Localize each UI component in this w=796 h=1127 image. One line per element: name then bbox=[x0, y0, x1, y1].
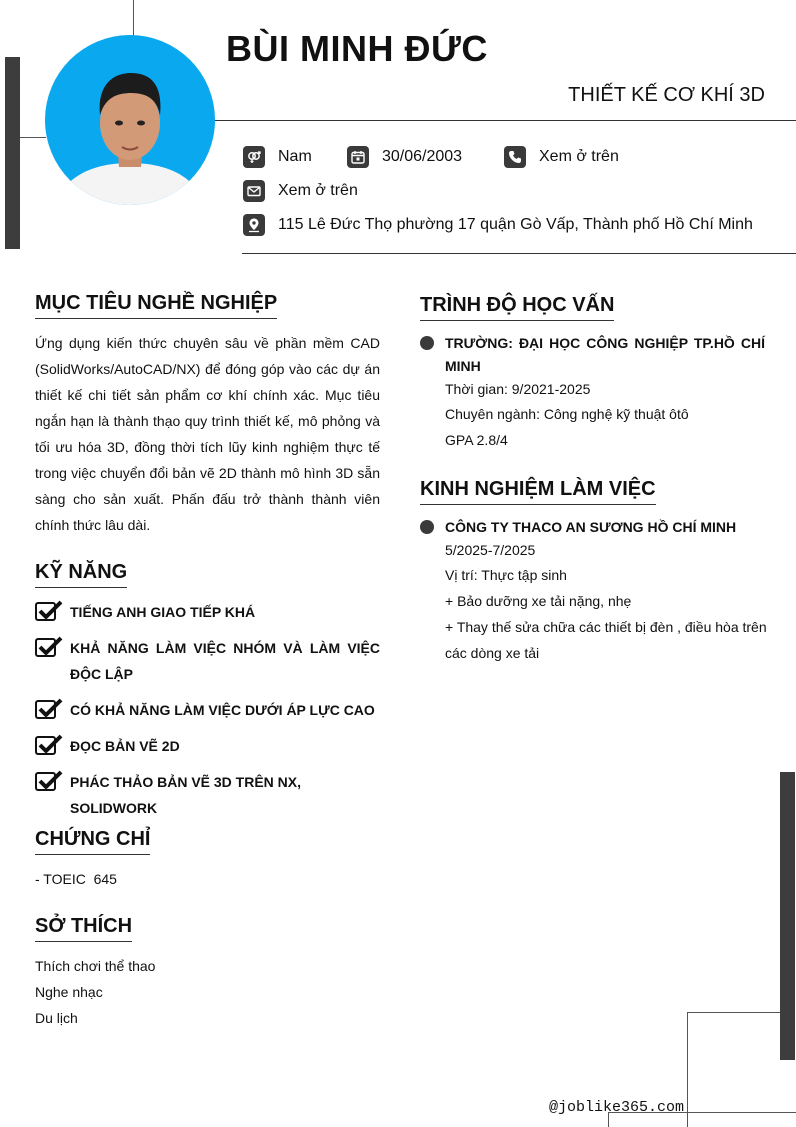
experience-title: KINH NGHIỆM LÀM VIỆC bbox=[420, 478, 656, 505]
portrait-illustration bbox=[45, 35, 215, 205]
birthday-value: 30/06/2003 bbox=[382, 148, 463, 165]
skill-item bbox=[35, 635, 380, 687]
experience-duty: + Bảo dưỡng xe tải nặng, nhẹ bbox=[445, 593, 632, 609]
checkbox-check-icon bbox=[35, 600, 63, 622]
skill-label: CÓ KHẢ NĂNG LÀM VIỆC DƯỚI ÁP LỰC CAO bbox=[70, 702, 375, 718]
objective-text: Ứng dụng kiến thức chuyên sâu về phần mềm CAD (SolidWorks/AutoCAD/NX) để đóng góp vào các dự án thiết kế chi tiết sản phẩm cơ khí chính xác. Mục tiêu ngắn hạn là thành thạo quy trình thiết kế, mô phỏng và tối ưu hóa 3D, đồng thời tích lũy kinh nghiệm thực tế trong việc chuyển đổi bản vẽ 2D thành mô hình 3D sẵn sàng cho sản xuất. Phấn đấu trở thành thành viên chính thức lâu dài. bbox=[35, 335, 380, 533]
education-time: Thời gian: 9/2021-2025 bbox=[445, 381, 591, 397]
experience-duty: + Thay thế sửa chữa các thiết bị đèn , điều hòa trên các dòng xe tải bbox=[445, 619, 767, 661]
experience-bullet bbox=[420, 520, 434, 534]
mail-icon bbox=[243, 180, 265, 202]
hobby-item: Du lịch bbox=[35, 1010, 78, 1026]
email-value[interactable]: Xem ở trên bbox=[278, 182, 358, 199]
objective-title: MỤC TIÊU NGHỀ NGHIỆP bbox=[35, 292, 277, 319]
hobby-item: Nghe nhạc bbox=[35, 984, 103, 1000]
header-divider bbox=[215, 120, 796, 121]
education-school: TRƯỜNG: ĐẠI HỌC CÔNG NGHIỆP TP.HỒ CHÍ MINH bbox=[445, 335, 765, 374]
job-title: THIẾT KẾ CƠ KHÍ 3D bbox=[568, 84, 765, 106]
decor-line-left-horizontal bbox=[20, 137, 46, 138]
contact-gender bbox=[243, 146, 312, 168]
decor-bar-right bbox=[780, 772, 795, 1060]
decor-line-top-vertical bbox=[133, 0, 134, 36]
contact-address bbox=[243, 214, 753, 236]
experience-position: Vị trí: Thực tập sinh bbox=[445, 567, 567, 583]
decor-bar-left bbox=[5, 57, 20, 249]
gender-icon bbox=[243, 146, 265, 168]
skill-item bbox=[35, 769, 380, 821]
skill-label: KHẢ NĂNG LÀM VIỆC NHÓM VÀ LÀM VIỆC ĐỘC LẬP bbox=[70, 640, 380, 682]
candidate-name: BÙI MINH ĐỨC bbox=[226, 28, 488, 69]
decor-line-bottom-box-top bbox=[687, 1012, 780, 1013]
education-title: TRÌNH ĐỘ HỌC VẤN bbox=[420, 294, 614, 321]
phone-icon bbox=[504, 146, 526, 168]
hobbies-title: SỞ THÍCH bbox=[35, 915, 132, 942]
contact-birthday bbox=[347, 146, 462, 168]
contact-phone bbox=[504, 146, 619, 168]
gender-value: Nam bbox=[278, 148, 312, 165]
skills-title: KỸ NĂNG bbox=[35, 561, 127, 588]
watermark: @joblike365.com bbox=[549, 1099, 685, 1116]
certificate-item: - TOEIC 645 bbox=[35, 871, 117, 887]
avatar bbox=[45, 35, 215, 205]
calendar-icon bbox=[347, 146, 369, 168]
checkbox-check-icon bbox=[35, 734, 63, 756]
education-bullet bbox=[420, 336, 434, 350]
contact-divider bbox=[242, 253, 796, 254]
phone-value[interactable]: Xem ở trên bbox=[539, 148, 619, 165]
contact-email bbox=[243, 180, 358, 202]
education-major: Chuyên ngành: Công nghệ kỹ thuật ôtô bbox=[445, 406, 689, 422]
experience-period: 5/2025-7/2025 bbox=[445, 542, 536, 558]
skill-label: PHÁC THẢO BẢN VẼ 3D TRÊN NX, SOLIDWORK bbox=[70, 774, 302, 816]
education-gpa: GPA 2.8/4 bbox=[445, 432, 508, 448]
certificates-title: CHỨNG CHỈ bbox=[35, 828, 150, 855]
skill-item bbox=[35, 733, 380, 759]
skill-item bbox=[35, 697, 380, 723]
checkbox-check-icon bbox=[35, 698, 63, 720]
checkbox-check-icon bbox=[35, 636, 63, 658]
skill-item bbox=[35, 599, 380, 625]
checkbox-check-icon bbox=[35, 770, 63, 792]
decor-line-bottom-box-left bbox=[687, 1012, 688, 1127]
hobby-item: Thích chơi thể thao bbox=[35, 958, 156, 974]
skill-label: TIẾNG ANH GIAO TIẾP KHÁ bbox=[70, 604, 256, 620]
skill-label: ĐỌC BẢN VẼ 2D bbox=[70, 738, 180, 754]
address-value: 115 Lê Đức Thọ phường 17 quận Gò Vấp, Thành phố Hồ Chí Minh bbox=[278, 216, 753, 233]
location-pin-icon bbox=[243, 214, 265, 236]
experience-company: CÔNG TY THACO AN SƯƠNG HỒ CHÍ MINH bbox=[445, 519, 737, 535]
